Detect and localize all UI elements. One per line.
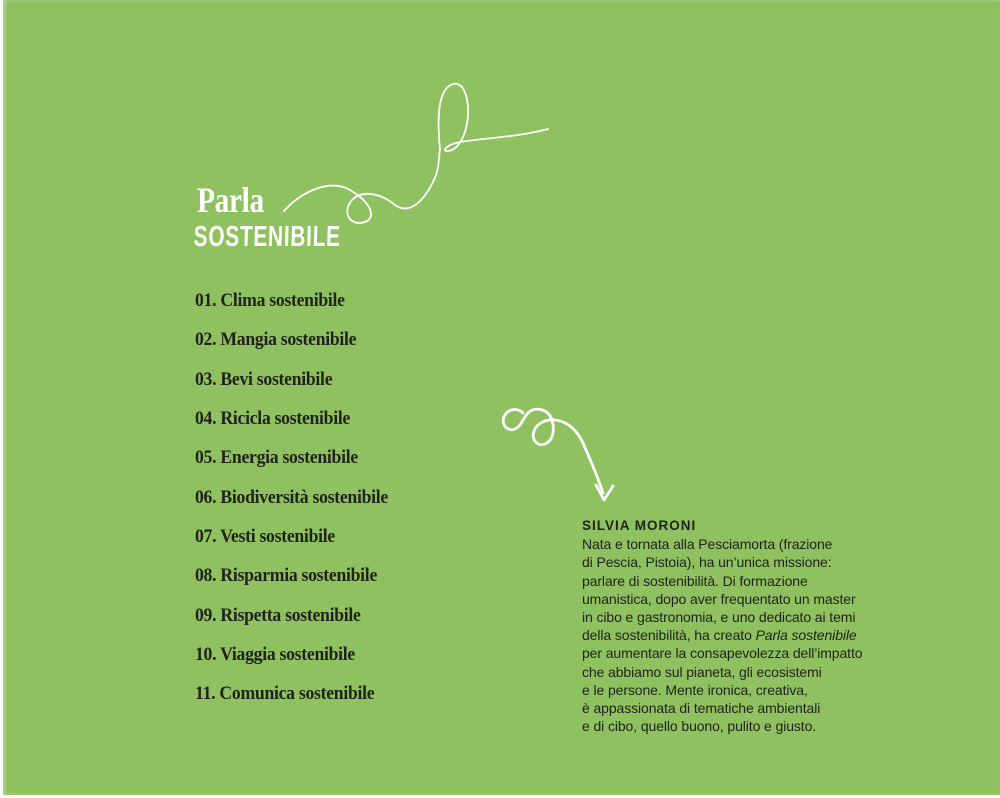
author-name: SILVIA MORONI: [582, 518, 697, 533]
author-bio-block: [582, 517, 862, 735]
toc-item-11: 11. Comunica sostenibile: [195, 683, 375, 705]
bio-line: e le persone. Mente ironica, creativa,: [582, 681, 808, 698]
toc-item-06: 06. Biodiversità sostenibile: [195, 486, 388, 508]
bio-line: è appassionata di tematiche ambientali: [582, 700, 821, 717]
toc-item-05: 05. Energia sostenibile: [195, 447, 358, 469]
table-of-contents: [195, 281, 402, 714]
bio-line: e di cibo, quello buono, pulito e giusto.: [582, 718, 817, 735]
toc-item-07: 07. Vesti sostenibile: [195, 526, 335, 548]
bio-line: umanistica, dopo aver frequentato un master: [582, 590, 856, 607]
bio-line: di Pescia, Pistoia), ha un’unica missione:: [582, 554, 832, 571]
toc-item-02: 02. Mangia sostenibile: [195, 329, 357, 351]
toc-item-09: 09. Rispetta sostenibile: [195, 604, 361, 626]
toc-item-01: 01. Clima sostenibile: [195, 290, 345, 311]
bio-line: che abbiamo sul pianeta, gli ecosistemi: [582, 663, 822, 680]
bio-line-with-book-title: [582, 626, 862, 644]
bio-line: Nata e tornata alla Pesciamorta (frazione: [582, 536, 833, 553]
bio-line: parlare di sostenibilità. Di formazione: [582, 572, 808, 589]
page-title: Parla: [197, 180, 264, 220]
toc-item-04: 04. Ricicla sostenibile: [195, 408, 351, 430]
bio-line: in cibo e gastronomia, e uno dedicato ai temi: [582, 609, 856, 626]
page-subtitle: SOSTENIBILE: [193, 221, 342, 253]
bio-line-text: della sostenibilità, ha creato: [582, 627, 756, 644]
bio-line: per aumentare la consapevolezza dell’impatto: [582, 645, 863, 662]
toc-item-10: 10. Viaggia sostenibile: [195, 644, 356, 666]
toc-item-08: 08. Risparmia sostenibile: [195, 565, 378, 587]
toc-item-03: 03. Bevi sostenibile: [195, 368, 333, 390]
book-title-italic: Parla sostenibile: [755, 627, 857, 644]
